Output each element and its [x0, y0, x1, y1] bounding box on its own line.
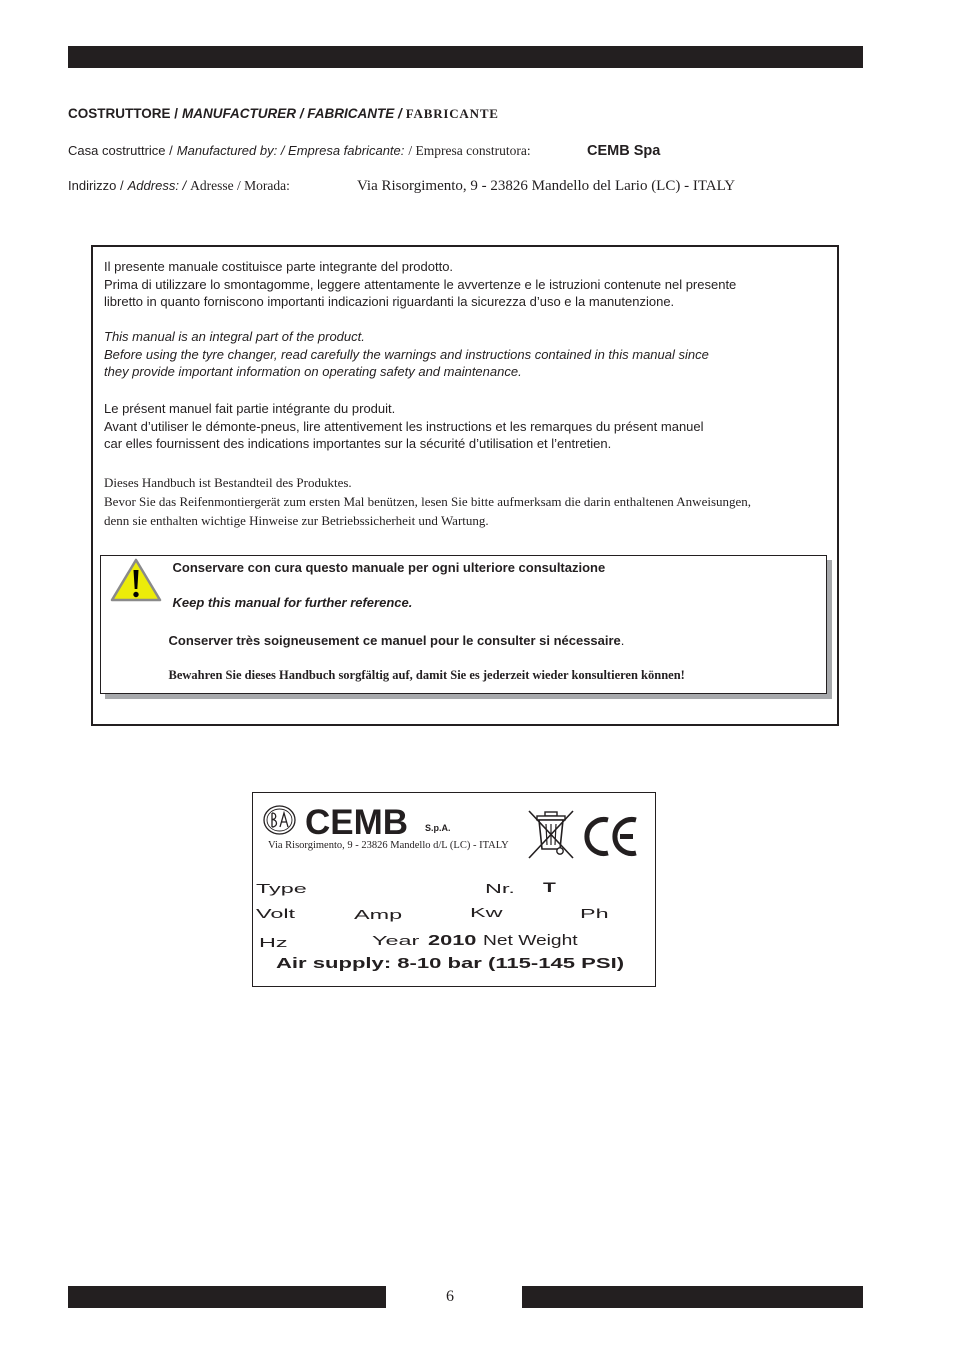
maker-label	[68, 144, 531, 158]
nameplate-address: Via Risorgimento, 9 - 23826 Mandello d/L (LC) - ITALY	[268, 840, 509, 851]
notice-line: Bevor Sie das Reifenmontiergerät zum ersten Mal benützen, lesen Sie bitte aufmerksam die darin enthaltenen Anweisungen,	[104, 493, 752, 509]
manufacturer-heading-en-es: MANUFACTURER / FABRICANTE /	[182, 106, 402, 121]
notice-line: Dieses Handbuch ist Bestandteil des Produktes.	[104, 474, 352, 490]
header-bar	[68, 46, 863, 68]
warning-triangle-icon	[108, 556, 164, 604]
warning-text-fr-body: Conserver très soigneusement ce manuel pour le consulter si nécessaire	[168, 633, 621, 648]
notice-line: Prima di utilizzare lo smontagomme, leggere attentamente le avvertenze e le istruzioni contenute nel presente	[104, 276, 737, 292]
footer-bar-right	[522, 1286, 863, 1308]
notice-paragraph-fr	[104, 400, 704, 453]
warning-text-de: Bewahren Sie dieses Handbuch sorgfältig auf, damit Sie es jederzeit wieder konsultieren können!	[168, 668, 685, 682]
notice-line: they provide important information on operating safety and maintenance.	[104, 364, 522, 379]
hz-label: Hz	[259, 934, 288, 950]
maker-label-pt: / Empresa construtora:	[408, 143, 531, 158]
notice-line: Il presente manuale costituisce parte integrante del prodotto.	[104, 259, 454, 274]
notice-paragraph-en	[104, 328, 709, 381]
year-value: 2010	[428, 931, 477, 949]
notice-line: Before using the tyre changer, read carefully the warnings and instructions contained in this manual since	[104, 346, 709, 362]
nr-value: T	[543, 879, 556, 895]
cemb-seal-icon	[263, 805, 296, 835]
address-value: Via Risorgimento, 9 - 23826 Mandello del Lario (LC) - ITALY	[357, 177, 736, 194]
net-weight-label: Net Weight	[483, 931, 578, 949]
crossed-out-bin-icon	[526, 808, 576, 860]
maker-value: CEMB Spa	[587, 142, 661, 159]
rating-nameplate	[252, 792, 656, 987]
notice-paragraph-de	[104, 473, 751, 530]
footer-bar-left	[68, 1286, 386, 1308]
manufacturer-heading-it: COSTRUTTORE /	[68, 106, 179, 121]
warning-text-fr	[169, 634, 625, 647]
notice-line: This manual is an integral part of the product.	[104, 329, 365, 344]
brand-name: CEMB	[305, 802, 409, 842]
page-number: 6	[446, 1288, 454, 1305]
address-label-en: Address: /	[127, 178, 187, 193]
nr-label: Nr.	[485, 880, 515, 896]
volt-label: Volt	[256, 905, 296, 921]
ph-label: Ph	[580, 905, 609, 921]
maker-label-en-es: Manufactured by: / Empresa fabricante:	[176, 143, 405, 158]
maker-label-it: Casa costruttrice /	[68, 143, 173, 158]
ce-mark-icon	[584, 815, 639, 858]
warning-text-en: Keep this manual for further reference.	[172, 595, 413, 610]
company-suffix: S.p.A.	[425, 822, 451, 833]
notice-line: Le présent manuel fait partie intégrante du produit.	[104, 401, 396, 416]
air-supply-spec: Air supply: 8-10 bar (115-145 PSI)	[276, 954, 625, 972]
notice-paragraph-it	[104, 258, 736, 311]
warning-text-fr-period: .	[620, 633, 625, 648]
type-label: Type	[256, 880, 307, 896]
address-label-fr-pt: Adresse / Morada:	[190, 178, 290, 193]
notice-line: denn sie enthalten wichtige Hinweise zur Betriebssicherheit und Wartung.	[104, 512, 489, 528]
notice-line: libretto in quanto forniscono importanti indicazioni riguardanti la sicurezza d’uso e la manutenzione.	[104, 294, 675, 309]
warning-box	[100, 555, 827, 694]
notice-line: Avant d’utiliser le démonte-pneus, lire attentivement les instructions et les remarques du présent manuel	[104, 418, 704, 434]
amp-label: Amp	[354, 906, 403, 922]
year-label: Year	[372, 932, 420, 948]
manufacturer-heading	[68, 107, 499, 121]
manufacturer-heading-pt: FABRICANTE	[405, 106, 499, 121]
address-label	[68, 179, 290, 193]
kw-label: Kw	[470, 904, 503, 920]
address-label-it: Indirizzo /	[68, 178, 124, 193]
warning-text-it: Conservare con cura questo manuale per ogni ulteriore consultazione	[172, 560, 606, 575]
notice-box	[91, 245, 839, 726]
notice-line: car elles fournissent des indications importantes sur la sécurité d’utilisation et l’entretien.	[104, 436, 612, 451]
